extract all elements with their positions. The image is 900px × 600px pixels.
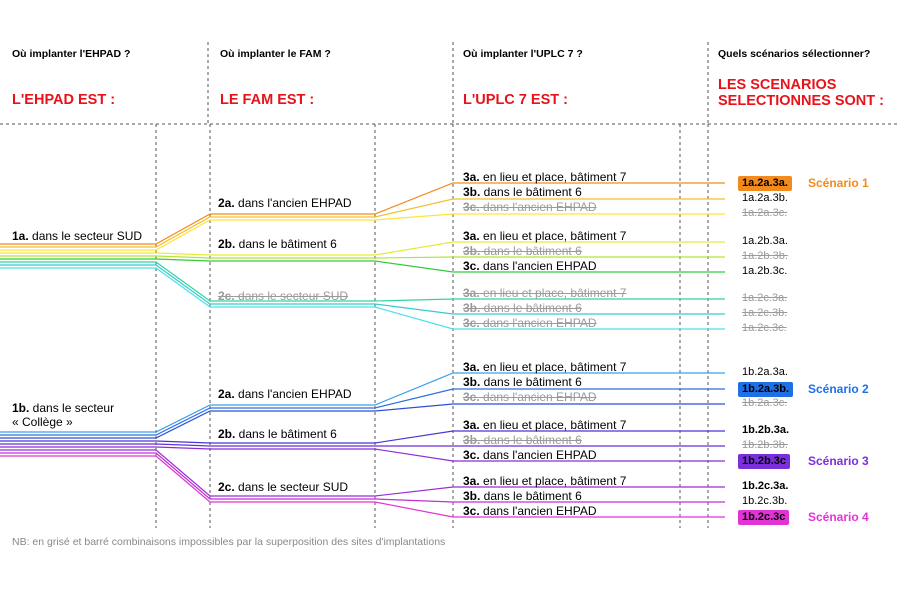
fam-option-1-text: dans l'ancien EHPAD bbox=[234, 196, 352, 210]
ehpad-option-1a-text: dans le secteur SUD bbox=[28, 229, 143, 243]
scenario-label-1: Scénario 1 bbox=[808, 176, 869, 190]
uplc-option-1-code: 3a. bbox=[463, 170, 480, 184]
combination-code: 1b.2c.3a. bbox=[742, 480, 789, 492]
combination-code: 1b.2a.3a. bbox=[742, 366, 788, 378]
footnote: NB: en grisé et barré combinaisons impossibles par la superposition des sites d'implantations bbox=[12, 536, 446, 548]
selected-scenario-code: 1b.2b.3c bbox=[738, 454, 790, 469]
uplc-option-7-code: 3a. bbox=[463, 286, 480, 300]
uplc-option-11-code: 3b. bbox=[463, 375, 481, 389]
fam-option-6-code: 2c. bbox=[218, 480, 235, 494]
uplc-option-14-text: dans le bâtiment 6 bbox=[480, 433, 582, 447]
combination-code: 1b.2b.3b. bbox=[742, 439, 788, 451]
question-scenarios: Quels scénarios sélectionner? bbox=[718, 48, 871, 60]
uplc-option-8-code: 3b. bbox=[463, 301, 481, 315]
uplc-option-3 bbox=[463, 200, 596, 214]
uplc-option-9 bbox=[463, 316, 596, 330]
fam-option-2-code: 2b. bbox=[218, 237, 236, 251]
ehpad-option-1a-code: 1a. bbox=[12, 229, 29, 243]
fam-option-1 bbox=[218, 196, 351, 210]
uplc-option-5-code: 3b. bbox=[463, 244, 481, 258]
ehpad-option-1b-code: 1b. bbox=[12, 401, 30, 415]
uplc-option-18-text: dans l'ancien EHPAD bbox=[479, 504, 597, 518]
fam-option-1-code: 2a. bbox=[218, 196, 235, 210]
uplc-option-1 bbox=[463, 170, 626, 184]
uplc-option-6 bbox=[463, 259, 596, 273]
connector-13 bbox=[0, 431, 725, 443]
uplc-option-9-code: 3c. bbox=[463, 316, 480, 330]
combination-code: 1a.2a.3b. bbox=[742, 192, 788, 204]
uplc-option-4-code: 3a. bbox=[463, 229, 480, 243]
uplc-option-15-text: dans l'ancien EHPAD bbox=[479, 448, 597, 462]
ehpad-option-1b-text-line2: « Collège » bbox=[12, 415, 73, 429]
uplc-option-16 bbox=[463, 474, 626, 488]
combination-code: 1a.2c.3a. bbox=[742, 292, 788, 304]
uplc-option-18 bbox=[463, 504, 596, 518]
heading-scenarios-line1: LES SCENARIOS bbox=[718, 77, 837, 93]
uplc-option-2-code: 3b. bbox=[463, 185, 481, 199]
scenario-label-3: Scénario 3 bbox=[808, 454, 869, 468]
uplc-option-4-text: en lieu et place, bâtiment 7 bbox=[479, 229, 627, 243]
question-fam: Où implanter le FAM ? bbox=[220, 48, 331, 60]
uplc-option-17-text: dans le bâtiment 6 bbox=[480, 489, 582, 503]
uplc-option-15 bbox=[463, 448, 596, 462]
uplc-option-13 bbox=[463, 418, 626, 432]
uplc-option-18-code: 3c. bbox=[463, 504, 480, 518]
uplc-option-13-code: 3a. bbox=[463, 418, 480, 432]
uplc-option-10-text: en lieu et place, bâtiment 7 bbox=[479, 360, 627, 374]
connector-5 bbox=[0, 256, 725, 258]
heading-scenarios-line2: SELECTIONNES SONT : bbox=[718, 93, 884, 109]
uplc-option-12-code: 3c. bbox=[463, 390, 480, 404]
uplc-option-5 bbox=[463, 244, 582, 258]
uplc-option-5-text: dans le bâtiment 6 bbox=[480, 244, 582, 258]
uplc-option-11 bbox=[463, 375, 582, 389]
uplc-option-9-text: dans l'ancien EHPAD bbox=[479, 316, 597, 330]
fam-option-5-code: 2b. bbox=[218, 427, 236, 441]
fam-option-4 bbox=[218, 387, 351, 401]
selected-scenario-code: 1b.2c.3c bbox=[738, 510, 789, 525]
connector-14 bbox=[0, 444, 725, 446]
heading-uplc: L'UPLC 7 EST : bbox=[463, 92, 568, 108]
question-ehpad: Où implanter l'EHPAD ? bbox=[12, 48, 131, 60]
uplc-option-1-text: en lieu et place, bâtiment 7 bbox=[479, 170, 627, 184]
uplc-option-8 bbox=[463, 301, 582, 315]
uplc-option-10-code: 3a. bbox=[463, 360, 480, 374]
connector-15 bbox=[0, 447, 725, 461]
heading-ehpad: L'EHPAD EST : bbox=[12, 92, 116, 108]
fam-option-6 bbox=[218, 480, 348, 494]
selected-scenario-code: 1a.2a.3a. bbox=[738, 176, 792, 191]
combination-code: 1a.2a.3c. bbox=[742, 207, 788, 219]
fam-option-4-text: dans l'ancien EHPAD bbox=[234, 387, 352, 401]
uplc-option-16-text: en lieu et place, bâtiment 7 bbox=[479, 474, 627, 488]
fam-option-5 bbox=[218, 427, 337, 441]
ehpad-option-1b bbox=[12, 401, 114, 429]
uplc-option-10 bbox=[463, 360, 626, 374]
uplc-option-8-text: dans le bâtiment 6 bbox=[480, 301, 582, 315]
uplc-option-14 bbox=[463, 433, 582, 447]
uplc-option-4 bbox=[463, 229, 626, 243]
uplc-option-12-text: dans l'ancien EHPAD bbox=[479, 390, 597, 404]
fam-option-3-text: dans le secteur SUD bbox=[234, 289, 349, 303]
fam-option-3-code: 2c. bbox=[218, 289, 235, 303]
fam-option-5-text: dans le bâtiment 6 bbox=[235, 427, 337, 441]
uplc-option-6-text: dans l'ancien EHPAD bbox=[479, 259, 597, 273]
fam-option-4-code: 2a. bbox=[218, 387, 235, 401]
combination-code: 1a.2c.3c. bbox=[742, 322, 787, 334]
uplc-option-13-text: en lieu et place, bâtiment 7 bbox=[479, 418, 627, 432]
uplc-option-15-code: 3c. bbox=[463, 448, 480, 462]
uplc-option-2-text: dans le bâtiment 6 bbox=[480, 185, 582, 199]
heading-fam: LE FAM EST : bbox=[220, 92, 315, 108]
uplc-option-3-text: dans l'ancien EHPAD bbox=[479, 200, 597, 214]
combination-code: 1b.2b.3a. bbox=[742, 424, 790, 436]
scenario-label-4: Scénario 4 bbox=[808, 510, 869, 524]
fam-option-2-text: dans le bâtiment 6 bbox=[235, 237, 337, 251]
combination-code: 1a.2c.3b. bbox=[742, 307, 788, 319]
uplc-option-7 bbox=[463, 286, 626, 300]
combination-code: 1a.2b.3c. bbox=[742, 265, 788, 277]
uplc-option-17 bbox=[463, 489, 582, 503]
uplc-option-2 bbox=[463, 185, 582, 199]
ehpad-option-1a bbox=[12, 229, 142, 243]
selected-scenario-code: 1b.2a.3b. bbox=[738, 382, 793, 397]
fam-option-3 bbox=[218, 289, 348, 303]
question-uplc: Où implanter l'UPLC 7 ? bbox=[463, 48, 583, 60]
uplc-option-3-code: 3c. bbox=[463, 200, 480, 214]
fam-option-2 bbox=[218, 237, 337, 251]
combination-code: 1b.2a.3c. bbox=[742, 397, 788, 409]
uplc-option-14-code: 3b. bbox=[463, 433, 481, 447]
ehpad-option-1b-text: dans le secteur bbox=[29, 401, 115, 415]
uplc-option-6-code: 3c. bbox=[463, 259, 480, 273]
uplc-option-12 bbox=[463, 390, 596, 404]
uplc-option-16-code: 3a. bbox=[463, 474, 480, 488]
combination-code: 1b.2c.3b. bbox=[742, 495, 788, 507]
uplc-option-11-text: dans le bâtiment 6 bbox=[480, 375, 582, 389]
fam-option-6-text: dans le secteur SUD bbox=[234, 480, 349, 494]
scenario-label-2: Scénario 2 bbox=[808, 382, 869, 396]
combination-code: 1a.2b.3b. bbox=[742, 250, 788, 262]
connector-16 bbox=[0, 450, 725, 496]
combination-code: 1a.2b.3a. bbox=[742, 235, 788, 247]
uplc-option-17-code: 3b. bbox=[463, 489, 481, 503]
uplc-option-7-text: en lieu et place, bâtiment 7 bbox=[479, 286, 627, 300]
